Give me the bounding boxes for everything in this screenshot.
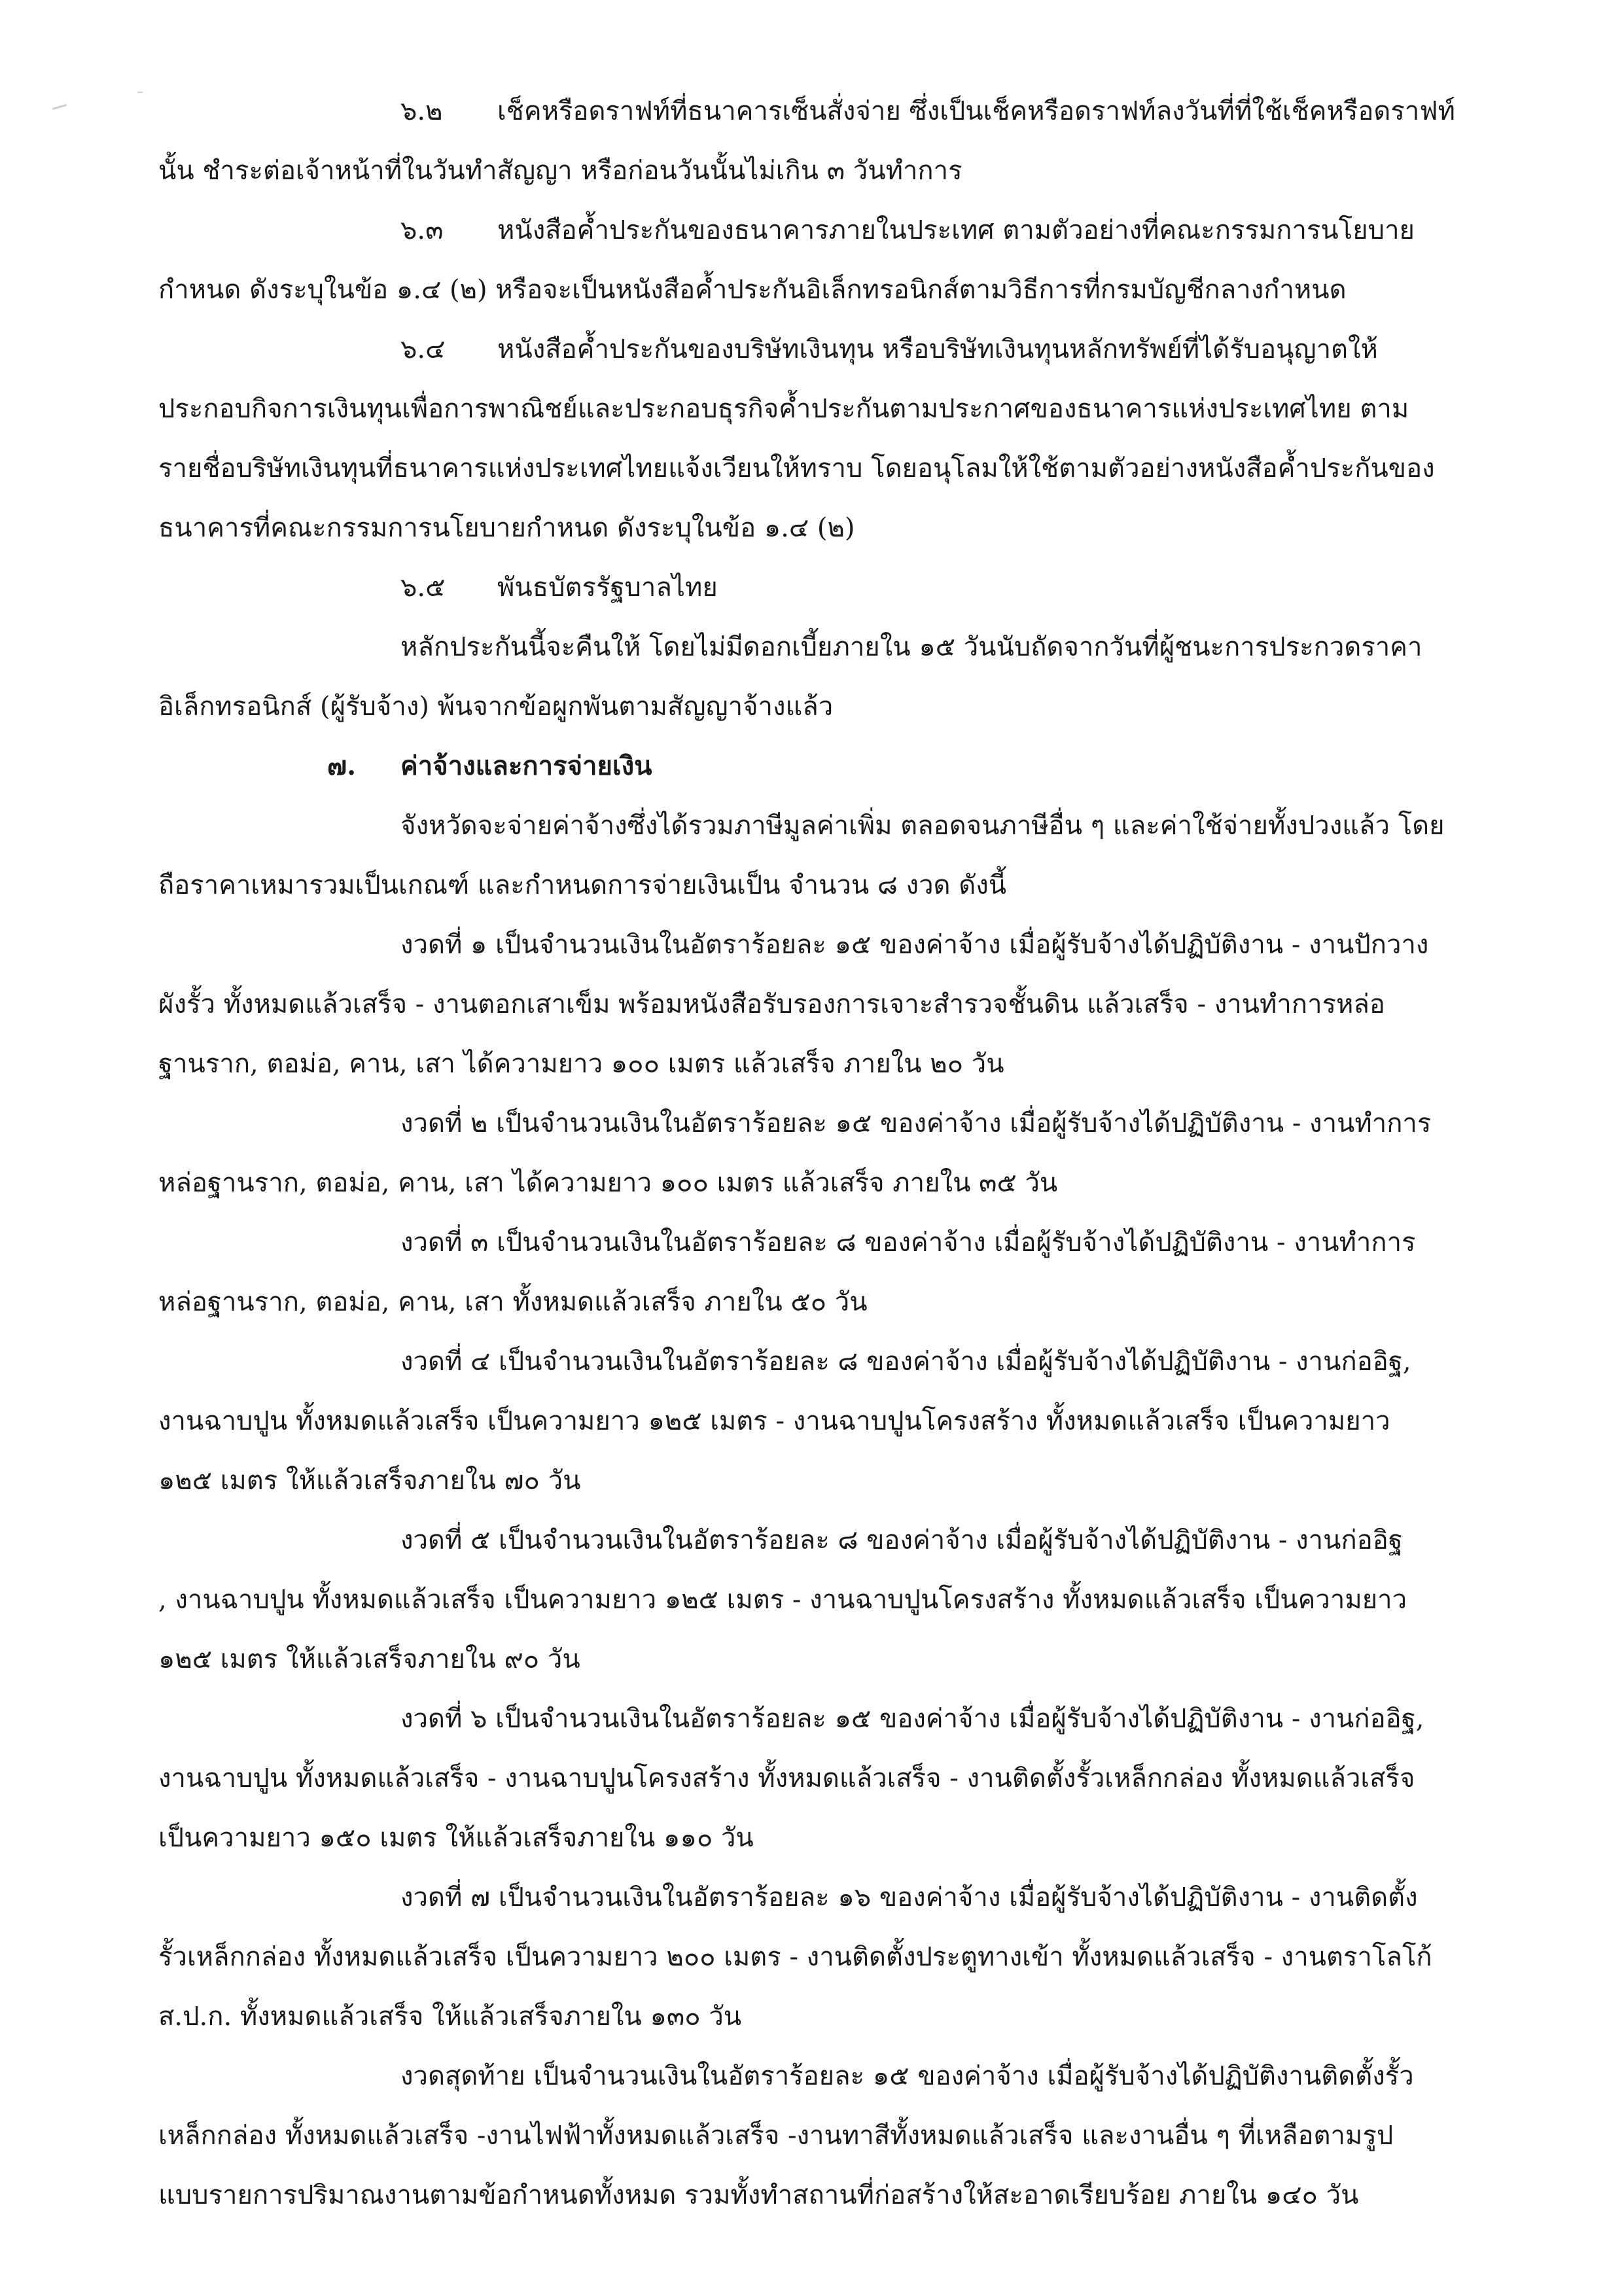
installment-line: งานฉาบปูน ทั้งหมดแล้วเสร็จ เป็นความยาว ๑๒๕ เมตร - งานฉาบปูนโครงสร้าง ทั้งหมดแล้วเสร็จ เป็นความยาว: [158, 1406, 1390, 1436]
item-number-6-5: ๖.๕: [400, 573, 446, 603]
paragraph-line: ประกอบกิจการเงินทุนเพื่อการพาณิชย์และประกอบธุรกิจค้ำประกันตามประกาศของธนาคารแห่งประเทศไทย ตาม: [158, 394, 1409, 424]
paragraph-line: กำหนด ดังระบุในข้อ ๑.๔ (๒) หรือจะเป็นหนังสือค้ำประกันอิเล็กทรอนิกส์ตามวิธีการที่กรมบัญชีกลางกำหนด: [158, 275, 1347, 305]
installment-line: หล่อฐานราก, ตอม่อ, คาน, เสา ได้ความยาว ๑๐๐ เมตร แล้วเสร็จ ภายใน ๓๕ วัน: [158, 1168, 1058, 1198]
scan-artifact: [137, 92, 143, 93]
paragraph-line: จังหวัดจะจ่ายค่าจ้างซึ่งได้รวมภาษีมูลค่าเพิ่ม ตลอดจนภาษีอื่น ๆ และค่าใช้จ่ายทั้งปวงแล้ว โดย: [400, 811, 1445, 841]
installment-line: , งานฉาบปูน ทั้งหมดแล้วเสร็จ เป็นความยาว ๑๒๕ เมตร - งานฉาบปูนโครงสร้าง ทั้งหมดแล้วเสร็จ เป็นความยาว: [158, 1585, 1407, 1615]
installment-line: งวดที่ ๔ เป็นจำนวนเงินในอัตราร้อยละ ๘ ของค่าจ้าง เมื่อผู้รับจ้างได้ปฏิบัติงาน - งานก่ออิฐ,: [400, 1347, 1411, 1377]
installment-line: งวดที่ ๒ เป็นจำนวนเงินในอัตราร้อยละ ๑๕ ของค่าจ้าง เมื่อผู้รับจ้างได้ปฏิบัติงาน - งานทำการ: [400, 1108, 1432, 1139]
paragraph-line: ธนาคารที่คณะกรรมการนโยบายกำหนด ดังระบุในข้อ ๑.๔ (๒): [158, 513, 855, 543]
installment-line: หล่อฐานราก, ตอม่อ, คาน, เสา ทั้งหมดแล้วเสร็จ ภายใน ๕๐ วัน: [158, 1287, 868, 1317]
installment-line: งวดสุดท้าย เป็นจำนวนเงินในอัตราร้อยละ ๑๕ ของค่าจ้าง เมื่อผู้รับจ้างได้ปฏิบัติงานติดตั้งรั้ว: [400, 2061, 1414, 2091]
installment-line: งวดที่ ๕ เป็นจำนวนเงินในอัตราร้อยละ ๘ ของค่าจ้าง เมื่อผู้รับจ้างได้ปฏิบัติงาน - งานก่ออิฐ: [400, 1525, 1403, 1555]
paragraph-line: รายชื่อบริษัทเงินทุนที่ธนาคารแห่งประเทศไทยแจ้งเวียนให้ทราบ โดยอนุโลมให้ใช้ตามตัวอย่างหนังสือค้ำประกันของ: [158, 453, 1435, 484]
section-number-7: ๗.: [327, 751, 357, 781]
installment-line: เป็นความยาว ๑๕๐ เมตร ให้แล้วเสร็จภายใน ๑๑๐ วัน: [158, 1823, 754, 1853]
installment-line: ฐานราก, ตอม่อ, คาน, เสา ได้ความยาว ๑๐๐ เมตร แล้วเสร็จ ภายใน ๒๐ วัน: [158, 1049, 1004, 1079]
paragraph-line: หลักประกันนี้จะคืนให้ โดยไม่มีดอกเบี้ยภายใน ๑๕ วันนับถัดจากวันที่ผู้ชนะการประกวดราคา: [400, 632, 1422, 662]
paragraph-line: หนังสือค้ำประกันของธนาคารภายในประเทศ ตามตัวอย่างที่คณะกรรมการนโยบาย: [497, 215, 1415, 245]
paragraph-line: อิเล็กทรอนิกส์ (ผู้รับจ้าง) พ้นจากข้อผูกพันตามสัญญาจ้างแล้ว: [158, 692, 834, 722]
installment-line: ๑๒๕ เมตร ให้แล้วเสร็จภายใน ๙๐ วัน: [158, 1644, 580, 1674]
installment-line: แบบรายการปริมาณงานตามข้อกำหนดทั้งหมด รวมทั้งทำสถานที่ก่อสร้างให้สะอาดเรียบร้อย ภายใน ๑๔๐ วัน: [158, 2180, 1359, 2210]
installment-line: งานฉาบปูน ทั้งหมดแล้วเสร็จ - งานฉาบปูนโครงสร้าง ทั้งหมดแล้วเสร็จ - งานติดตั้งรั้วเหล็กกล่อง ทั้งหมดแล้วเสร็จ: [158, 1763, 1415, 1793]
scan-artifact: [52, 104, 67, 110]
installment-line: งวดที่ ๓ เป็นจำนวนเงินในอัตราร้อยละ ๘ ของค่าจ้าง เมื่อผู้รับจ้างได้ปฏิบัติงาน - งานทำการ: [400, 1227, 1416, 1258]
installment-line: รั้วเหล็กกล่อง ทั้งหมดแล้วเสร็จ เป็นความยาว ๒๐๐ เมตร - งานติดตั้งประตูทางเข้า ทั้งหมดแล้วเสร็จ - งานตราโลโก้: [158, 1942, 1432, 1972]
section-title: ค่าจ้างและการจ่ายเงิน: [400, 751, 652, 781]
installment-line: ผังรั้ว ทั้งหมดแล้วเสร็จ - งานตอกเสาเข็ม พร้อมหนังสือรับรองการเจาะสำรวจชั้นดิน แล้วเสร็จ - งานทำการหล่อ: [158, 989, 1385, 1019]
installment-line: ส.ป.ก. ทั้งหมดแล้วเสร็จ ให้แล้วเสร็จภายใน ๑๓๐ วัน: [158, 2002, 742, 2032]
installment-line: งวดที่ ๑ เป็นจำนวนเงินในอัตราร้อยละ ๑๕ ของค่าจ้าง เมื่อผู้รับจ้างได้ปฏิบัติงาน - งานปักวาง: [400, 930, 1429, 960]
item-number-6-3: ๖.๓: [400, 215, 444, 245]
paragraph-line: นั้น ชำระต่อเจ้าหน้าที่ในวันทำสัญญา หรือก่อนวันนั้นไม่เกิน ๓ วันทำการ: [158, 156, 962, 186]
installment-line: งวดที่ ๗ เป็นจำนวนเงินในอัตราร้อยละ ๑๖ ของค่าจ้าง เมื่อผู้รับจ้างได้ปฏิบัติงาน - งานติดตั้ง: [400, 1882, 1418, 1913]
paragraph-line: ถือราคาเหมารวมเป็นเกณฑ์ และกำหนดการจ่ายเงินเป็น จำนวน ๘ งวด ดังนี้: [158, 870, 1007, 900]
installment-line: ๑๒๕ เมตร ให้แล้วเสร็จภายใน ๗๐ วัน: [158, 1466, 581, 1496]
installment-line: งวดที่ ๖ เป็นจำนวนเงินในอัตราร้อยละ ๑๕ ของค่าจ้าง เมื่อผู้รับจ้างได้ปฏิบัติงาน - งานก่ออิฐ,: [400, 1704, 1424, 1734]
item-number-6-4: ๖.๔: [400, 334, 446, 364]
installment-line: เหล็กกล่อง ทั้งหมดแล้วเสร็จ -งานไฟฟ้าทั้งหมดแล้วเสร็จ -งานทาสีทั้งหมดแล้วเสร็จ และงานอื่น ๆ ที่เหลือตามรูป: [158, 2121, 1394, 2151]
paragraph-line: พันธบัตรรัฐบาลไทย: [497, 573, 718, 603]
paragraph-line: เช็คหรือดราฟท์ที่ธนาคารเซ็นสั่งจ่าย ซึ่งเป็นเช็คหรือดราฟท์ลงวันที่ที่ใช้เช็คหรือดราฟท์: [497, 96, 1455, 126]
paragraph-line: หนังสือค้ำประกันของบริษัทเงินทุน หรือบริษัทเงินทุนหลักทรัพย์ที่ได้รับอนุญาตให้: [497, 334, 1378, 364]
item-number-6-2: ๖.๒: [400, 96, 443, 126]
